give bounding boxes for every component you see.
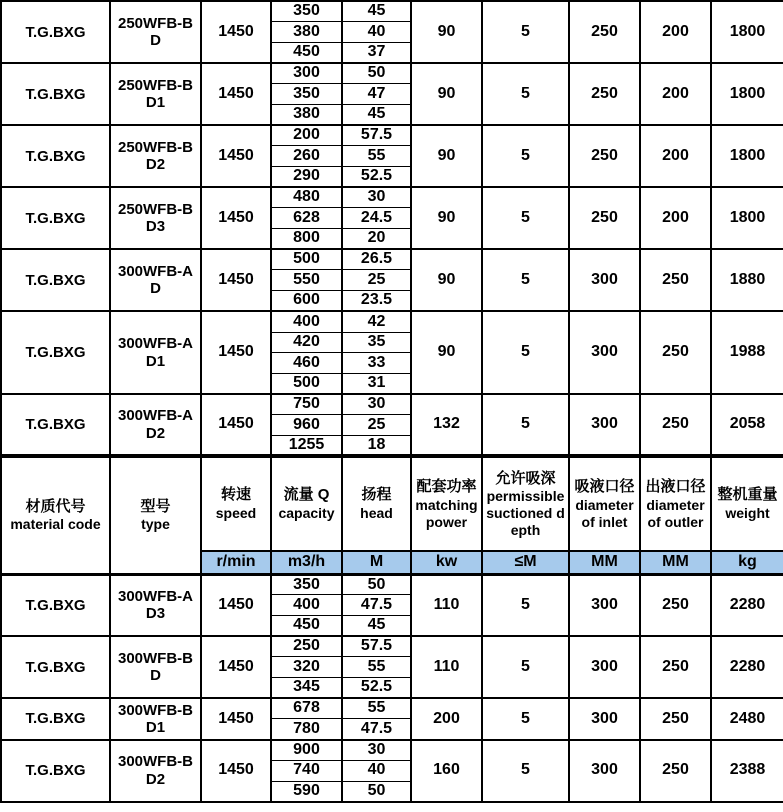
cell-capacity-value: 780 [271,719,342,740]
cell-capacity-value: 590 [271,781,342,802]
cell-speed: 1450 [201,249,271,311]
cell-material-code: T.G.BXG [1,249,110,311]
cell-inlet: 300 [569,740,640,802]
cell-inlet: 300 [569,311,640,394]
pump-row [1,249,783,270]
cell-outlet: 200 [640,187,711,249]
cell-head-value: 57.5 [342,125,411,146]
cell-speed: 1450 [201,187,271,249]
cell-type: 250WFB-BD1 [110,63,201,125]
cell-weight: 1988 [711,311,783,394]
header-capacity-en: capacity [278,505,335,522]
cell-head-value: 40 [342,760,411,781]
cell-power: 200 [411,698,482,739]
cell-capacity-value: 460 [271,353,342,374]
cell-head-value: 47.5 [342,719,411,740]
header-speed [201,456,271,551]
header-power [411,456,482,551]
pump-row [1,63,783,84]
cell-capacity-value: 300 [271,63,342,84]
cell-material-code: T.G.BXG [1,63,110,125]
cell-capacity-value: 345 [271,678,342,699]
cell-capacity-value: 320 [271,657,342,678]
cell-material-code: T.G.BXG [1,698,110,739]
pump-row [1,311,783,332]
spec-section-lower [1,574,783,802]
cell-outlet: 200 [640,63,711,125]
cell-capacity-value: 678 [271,698,342,719]
cell-capacity-value: 400 [271,311,342,332]
cell-material-code: T.G.BXG [1,1,110,63]
cell-head-value: 55 [342,657,411,678]
cell-inlet: 300 [569,698,640,739]
cell-weight: 1800 [711,125,783,187]
cell-capacity-value: 260 [271,146,342,167]
cell-depth: 5 [482,636,569,698]
cell-head-value: 33 [342,353,411,374]
cell-material-code: T.G.BXG [1,636,110,698]
cell-head-value: 35 [342,332,411,353]
cell-power: 90 [411,187,482,249]
cell-capacity-value: 550 [271,270,342,291]
cell-capacity-value: 420 [271,332,342,353]
header-type [110,456,201,574]
cell-type: 300WFB-AD1 [110,311,201,394]
cell-capacity-value: 450 [271,42,342,63]
header-weight [711,456,783,551]
cell-head-value: 18 [342,435,411,456]
cell-outlet: 250 [640,636,711,698]
cell-capacity-value: 350 [271,574,342,595]
cell-weight: 1800 [711,63,783,125]
cell-head-value: 52.5 [342,678,411,699]
header-weight-en: weight [725,505,770,522]
cell-head-value: 50 [342,63,411,84]
unit-capacity: m3/h [271,551,342,574]
header-inlet-zh: 吸液口径 [574,477,635,495]
cell-capacity-value: 600 [271,291,342,312]
pump-row [1,574,783,595]
header-capacity [271,456,342,551]
cell-capacity-value: 400 [271,595,342,616]
cell-type: 300WFB-BD2 [110,740,201,802]
cell-power: 90 [411,249,482,311]
cell-head-value: 30 [342,394,411,415]
cell-capacity-value: 900 [271,740,342,761]
cell-head-value: 55 [342,698,411,719]
cell-speed: 1450 [201,63,271,125]
cell-type: 250WFB-BD [110,1,201,63]
cell-capacity-value: 200 [271,125,342,146]
pump-row [1,187,783,208]
cell-weight: 2280 [711,636,783,698]
cell-head-value: 42 [342,311,411,332]
cell-depth: 5 [482,249,569,311]
cell-head-value: 52.5 [342,167,411,188]
cell-speed: 1450 [201,574,271,636]
unit-head: M [342,551,411,574]
cell-speed: 1450 [201,1,271,63]
cell-head-value: 50 [342,574,411,595]
header-outlet-zh: 出液口径 [645,477,706,495]
header-material-code [1,456,110,574]
header-head-en: head [360,505,393,522]
header-head-zh: 扬程 [361,486,392,504]
header-row [1,456,783,551]
unit-power: kw [411,551,482,574]
cell-outlet: 250 [640,249,711,311]
pump-row [1,1,783,22]
cell-head-value: 37 [342,42,411,63]
cell-power: 160 [411,740,482,802]
cell-head-value: 55 [342,146,411,167]
cell-inlet: 300 [569,636,640,698]
cell-speed: 1450 [201,311,271,394]
cell-head-value: 23.5 [342,291,411,312]
cell-weight: 1800 [711,1,783,63]
header-material-code-zh: 材质代号 [25,497,86,515]
header-outlet [640,456,711,551]
cell-depth: 5 [482,311,569,394]
cell-inlet: 300 [569,394,640,456]
pump-row [1,740,783,761]
unit-weight: kg [711,551,783,574]
cell-head-value: 25 [342,415,411,436]
cell-depth: 5 [482,187,569,249]
cell-head-value: 31 [342,373,411,394]
cell-head-value: 40 [342,22,411,43]
cell-capacity-value: 628 [271,208,342,229]
cell-capacity-value: 500 [271,249,342,270]
cell-capacity-value: 450 [271,616,342,637]
header-outlet-en: diameter of outler [646,496,705,530]
cell-head-value: 30 [342,187,411,208]
cell-type: 300WFB-AD [110,249,201,311]
cell-inlet: 250 [569,125,640,187]
cell-capacity-value: 250 [271,636,342,657]
header-type-zh: 型号 [140,497,171,515]
cell-type: 300WFB-BD [110,636,201,698]
cell-capacity-value: 960 [271,415,342,436]
cell-speed: 1450 [201,636,271,698]
header-power-zh: 配套功率 [416,477,477,495]
unit-inlet: MM [569,551,640,574]
cell-capacity-value: 480 [271,187,342,208]
cell-material-code: T.G.BXG [1,574,110,636]
cell-material-code: T.G.BXG [1,740,110,802]
cell-power: 110 [411,636,482,698]
cell-head-value: 47 [342,84,411,105]
header-speed-en: speed [215,505,257,522]
cell-speed: 1450 [201,698,271,739]
header-depth [482,456,569,551]
cell-head-value: 57.5 [342,636,411,657]
cell-speed: 1450 [201,394,271,456]
header-weight-zh: 整机重量 [717,486,778,504]
cell-outlet: 250 [640,698,711,739]
cell-speed: 1450 [201,740,271,802]
cell-outlet: 250 [640,574,711,636]
unit-speed: r/min [201,551,271,574]
header-depth-zh: 允许吸深 [495,469,556,487]
cell-weight: 2388 [711,740,783,802]
pump-row [1,698,783,719]
cell-depth: 5 [482,63,569,125]
cell-type: 300WFB-BD1 [110,698,201,739]
cell-type: 250WFB-BD2 [110,125,201,187]
cell-weight: 1800 [711,187,783,249]
cell-head-value: 45 [342,616,411,637]
cell-weight: 1880 [711,249,783,311]
pump-row [1,125,783,146]
cell-capacity-value: 290 [271,167,342,188]
cell-outlet: 250 [640,311,711,394]
cell-material-code: T.G.BXG [1,125,110,187]
unit-depth: ≤M [482,551,569,574]
cell-head-value: 30 [342,740,411,761]
cell-depth: 5 [482,740,569,802]
cell-head-value: 45 [342,104,411,125]
header-inlet-en: diameter of inlet [575,496,634,530]
header-depth-en: permissible suctioned depth [486,488,565,538]
cell-capacity-value: 740 [271,760,342,781]
cell-depth: 5 [482,1,569,63]
cell-material-code: T.G.BXG [1,394,110,456]
header-capacity-zh: 流量 Q [283,486,330,504]
cell-weight: 2280 [711,574,783,636]
cell-inlet: 300 [569,574,640,636]
cell-depth: 5 [482,574,569,636]
cell-head-value: 26.5 [342,249,411,270]
cell-capacity-value: 800 [271,229,342,250]
pump-row [1,636,783,657]
header-speed-zh: 转速 [220,486,251,504]
cell-type: 300WFB-AD3 [110,574,201,636]
cell-power: 90 [411,311,482,394]
cell-head-value: 20 [342,229,411,250]
header-material-code-en: material code [10,516,101,533]
cell-speed: 1450 [201,125,271,187]
cell-weight: 2480 [711,698,783,739]
cell-type: 250WFB-BD3 [110,187,201,249]
cell-weight: 2058 [711,394,783,456]
cell-capacity-value: 380 [271,22,342,43]
cell-outlet: 200 [640,1,711,63]
cell-head-value: 45 [342,1,411,22]
cell-outlet: 200 [640,125,711,187]
cell-power: 132 [411,394,482,456]
cell-material-code: T.G.BXG [1,311,110,394]
cell-power: 90 [411,125,482,187]
cell-depth: 5 [482,698,569,739]
cell-inlet: 250 [569,187,640,249]
cell-capacity-value: 380 [271,104,342,125]
cell-inlet: 250 [569,63,640,125]
cell-depth: 5 [482,394,569,456]
header-inlet [569,456,640,551]
header-power-en: matching power [415,496,478,530]
pump-row [1,394,783,415]
cell-power: 90 [411,1,482,63]
spec-section-upper [1,1,783,456]
cell-inlet: 300 [569,249,640,311]
cell-inlet: 250 [569,1,640,63]
cell-power: 90 [411,63,482,125]
unit-outlet: MM [640,551,711,574]
cell-outlet: 250 [640,394,711,456]
cell-capacity-value: 750 [271,394,342,415]
header-head [342,456,411,551]
cell-capacity-value: 1255 [271,435,342,456]
header-type-en: type [141,516,170,533]
cell-head-value: 25 [342,270,411,291]
spec-header [1,456,783,574]
cell-material-code: T.G.BXG [1,187,110,249]
cell-type: 300WFB-AD2 [110,394,201,456]
cell-power: 110 [411,574,482,636]
cell-head-value: 50 [342,781,411,802]
cell-capacity-value: 350 [271,1,342,22]
cell-head-value: 47.5 [342,595,411,616]
cell-depth: 5 [482,125,569,187]
cell-capacity-value: 350 [271,84,342,105]
cell-capacity-value: 500 [271,373,342,394]
cell-outlet: 250 [640,740,711,802]
cell-head-value: 24.5 [342,208,411,229]
